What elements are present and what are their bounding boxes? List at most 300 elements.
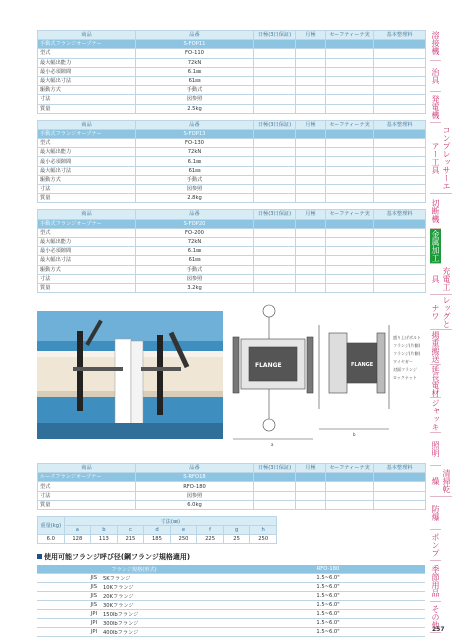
price-cell	[326, 49, 374, 58]
price-cell	[374, 274, 426, 283]
svg-text:b: b	[353, 432, 356, 438]
flange-type: 150lbフランジ	[103, 610, 231, 619]
spec-row	[38, 157, 426, 166]
flange-row	[37, 592, 425, 601]
price-cell	[326, 219, 374, 228]
spec-label: 駆動方式	[38, 175, 136, 184]
sidebar-item[interactable]: 切断機	[430, 194, 441, 229]
spec-value: 72kN	[136, 148, 254, 157]
price-cell	[254, 265, 296, 274]
price-cell	[254, 49, 296, 58]
flange-row	[37, 583, 425, 592]
flange-row	[37, 619, 425, 628]
price-cell	[254, 104, 296, 113]
spec-label: 最大幅出寸法	[38, 76, 136, 85]
spec-value: 手動式	[136, 175, 254, 184]
price-cell	[254, 283, 296, 292]
product-name: 手動式フランジオープナー	[38, 40, 136, 49]
header-code: 品番	[136, 210, 254, 219]
price-cell	[296, 175, 326, 184]
spec-value: 72kN	[136, 237, 254, 246]
price-cell	[326, 274, 374, 283]
price-cell	[374, 482, 426, 491]
spec-label: 型式	[38, 139, 136, 148]
flange-header-left: フランジ規格(形式)	[37, 565, 231, 574]
price-cell	[374, 500, 426, 509]
price-cell	[374, 40, 426, 49]
price-cell	[296, 58, 326, 67]
spec-label: 最小必須隙間	[38, 247, 136, 256]
flange-size: 1.5~6.0"	[231, 574, 425, 583]
price-cell	[374, 129, 426, 138]
price-cell	[326, 104, 374, 113]
price-cell	[254, 86, 296, 95]
price-cell	[374, 58, 426, 67]
weight-label: 重量(kg)	[38, 517, 65, 535]
dimension-label: 寸法(㎜)	[64, 517, 276, 526]
header-cat-d: 基本整理料	[374, 210, 426, 219]
spec-value: RFO-180	[136, 482, 254, 491]
flange-size: 1.5~6.0"	[231, 583, 425, 592]
price-cell	[374, 194, 426, 203]
price-cell	[326, 500, 374, 509]
header-cat-d: 基本整理料	[374, 120, 426, 129]
dimension-value: 185	[144, 535, 171, 544]
drawing-label: 対面フランジ	[393, 367, 417, 373]
spec-label: 最大幅出能力	[38, 148, 136, 157]
price-cell	[254, 148, 296, 157]
spec-row	[38, 491, 426, 500]
flange-row	[37, 628, 425, 637]
price-cell	[326, 157, 374, 166]
price-cell	[326, 237, 374, 246]
sidebar-item[interactable]: 季節用品	[430, 561, 441, 602]
header-cat-c: セーフティーテ実	[326, 464, 374, 473]
sidebar-item[interactable]: 充電工具	[430, 264, 452, 295]
flange-standard: JIS	[67, 601, 103, 610]
flange-type: 10Kフランジ	[103, 583, 231, 592]
spec-label: 最大幅出寸法	[38, 256, 136, 265]
flange-size: 1.5~6.0"	[231, 619, 425, 628]
sidebar-item[interactable]: コンプレッサーエアー工具	[430, 123, 452, 194]
price-cell	[296, 67, 326, 76]
sidebar-item[interactable]: 防爆	[430, 497, 441, 530]
drawing-label: フランジ(片側)	[393, 351, 421, 357]
price-cell	[296, 274, 326, 283]
spec-label: 型式	[38, 49, 136, 58]
flange-type: 30Kフランジ	[103, 601, 231, 610]
header-cat-b: 月極	[296, 120, 326, 129]
price-cell	[326, 228, 374, 237]
dimension-value: 250	[170, 535, 197, 544]
price-cell	[374, 157, 426, 166]
dimension-col: f	[197, 526, 224, 535]
price-cell	[296, 49, 326, 58]
spec-row	[38, 482, 426, 491]
sidebar-item[interactable]: その他	[430, 602, 441, 633]
spec-row	[38, 283, 426, 292]
spec-label: 最小必須隙間	[38, 67, 136, 76]
spec-row	[38, 76, 426, 85]
spec-row	[38, 237, 426, 246]
header-cat-c: セーフティーテ実	[326, 31, 374, 40]
price-cell	[326, 148, 374, 157]
dimension-col: b	[91, 526, 118, 535]
page-number: 257	[432, 626, 445, 633]
price-cell	[374, 166, 426, 175]
spec-label: 寸法	[38, 491, 136, 500]
price-cell	[296, 283, 326, 292]
price-cell	[326, 58, 374, 67]
spec-label: 最大幅出能力	[38, 237, 136, 246]
flange-row	[37, 574, 425, 583]
price-cell	[254, 95, 296, 104]
price-cell	[326, 473, 374, 482]
price-cell	[374, 185, 426, 194]
spec-row	[38, 265, 426, 274]
flange-row	[37, 601, 425, 610]
dimension-col: g	[223, 526, 250, 535]
spec-value: 61㎜	[136, 256, 254, 265]
price-cell	[374, 104, 426, 113]
spec-row	[38, 500, 426, 509]
product-code: S-RFO18	[136, 473, 254, 482]
dimension-value: 113	[91, 535, 118, 544]
spec-row	[38, 67, 426, 76]
spec-row	[38, 86, 426, 95]
price-cell	[296, 86, 326, 95]
sidebar-item[interactable]: 照明	[430, 433, 441, 466]
header-cat-b: 月極	[296, 464, 326, 473]
dimension-value: 25	[223, 535, 250, 544]
price-cell	[374, 219, 426, 228]
price-cell	[296, 148, 326, 157]
price-cell	[374, 86, 426, 95]
section-title: 使用可能フランジ呼び径(鋼フランジ規格適用)	[37, 552, 425, 562]
price-cell	[326, 185, 374, 194]
spec-table	[37, 120, 426, 204]
spec-value: 61㎜	[136, 166, 254, 175]
drawing-label: ロックナット	[393, 375, 417, 381]
flange-size: 1.5~6.0"	[231, 628, 425, 637]
price-cell	[326, 283, 374, 292]
header-code: 品番	[136, 464, 254, 473]
price-cell	[374, 67, 426, 76]
spec-value: 2.5kg	[136, 104, 254, 113]
price-cell	[296, 157, 326, 166]
spec-value: 手動式	[136, 265, 254, 274]
price-cell	[296, 500, 326, 509]
price-cell	[254, 175, 296, 184]
sidebar-item[interactable]: 溶接機	[430, 26, 441, 61]
main-content	[37, 30, 425, 637]
price-cell	[296, 139, 326, 148]
price-cell	[254, 237, 296, 246]
spec-label: 質量	[38, 283, 136, 292]
dimension-table	[37, 516, 277, 544]
price-cell	[296, 95, 326, 104]
flange-header-right: RFO-180	[231, 565, 425, 574]
flange-size: 1.5~6.0"	[231, 592, 425, 601]
price-cell	[326, 95, 374, 104]
flange-opener-photo	[37, 311, 223, 439]
spec-value: FO-130	[136, 139, 254, 148]
flange-type: 20Kフランジ	[103, 592, 231, 601]
flange-standard: JIS	[67, 592, 103, 601]
price-cell	[254, 256, 296, 265]
price-cell	[254, 274, 296, 283]
category-sidebar	[430, 26, 451, 633]
spec-row	[38, 104, 426, 113]
price-cell	[374, 139, 426, 148]
price-cell	[296, 473, 326, 482]
price-cell	[296, 104, 326, 113]
header-cat-a: 日極(3日保証)	[254, 120, 296, 129]
flange-standard: JPI	[67, 610, 103, 619]
price-cell	[254, 129, 296, 138]
price-cell	[326, 139, 374, 148]
spec-table	[37, 463, 426, 510]
price-cell	[326, 76, 374, 85]
spec-label: 質量	[38, 104, 136, 113]
price-cell	[254, 228, 296, 237]
price-cell	[326, 166, 374, 175]
flange-row	[37, 610, 425, 619]
product-name: 手動式フランジオープナー	[38, 219, 136, 228]
price-cell	[254, 166, 296, 175]
spec-value: 6.1㎜	[136, 67, 254, 76]
spec-label: 最小必須隙間	[38, 157, 136, 166]
price-cell	[326, 247, 374, 256]
spec-row	[38, 58, 426, 67]
spec-label: 型式	[38, 228, 136, 237]
header-item: 商品	[38, 31, 136, 40]
price-cell	[296, 228, 326, 237]
flange-table	[37, 565, 425, 637]
price-cell	[296, 166, 326, 175]
price-cell	[254, 139, 296, 148]
price-cell	[254, 219, 296, 228]
spec-row	[38, 139, 426, 148]
price-cell	[254, 500, 296, 509]
price-cell	[254, 157, 296, 166]
header-cat-b: 月極	[296, 210, 326, 219]
spec-value: FO-200	[136, 228, 254, 237]
product-name: 手動式フランジオープナー	[38, 129, 136, 138]
figures	[37, 299, 425, 457]
price-cell	[374, 473, 426, 482]
sidebar-item[interactable]: ポンプ	[430, 530, 441, 561]
price-cell	[374, 237, 426, 246]
price-cell	[296, 40, 326, 49]
spec-label: 型式	[38, 482, 136, 491]
price-cell	[296, 219, 326, 228]
sidebar-item[interactable]: 治具	[430, 61, 441, 92]
flange-type: 5Kフランジ	[103, 574, 231, 583]
sidebar-item[interactable]: レッグとナワ	[431, 296, 451, 328]
flange-size: 1.5~6.0"	[231, 610, 425, 619]
sidebar-item[interactable]: 金属加工	[431, 230, 440, 262]
price-cell	[296, 265, 326, 274]
spec-row	[38, 274, 426, 283]
price-cell	[296, 247, 326, 256]
spec-value: 3.2kg	[136, 283, 254, 292]
price-cell	[374, 175, 426, 184]
price-cell	[326, 265, 374, 274]
spec-label: 最大幅出能力	[38, 58, 136, 67]
square-bullet-icon	[37, 554, 42, 559]
svg-text:FLANGE: FLANGE	[351, 362, 374, 369]
price-cell	[326, 175, 374, 184]
product-name-row	[38, 129, 426, 138]
price-cell	[326, 86, 374, 95]
price-cell	[254, 76, 296, 85]
spec-row	[38, 194, 426, 203]
price-cell	[254, 185, 296, 194]
spec-value: 図参照	[136, 185, 254, 194]
dimension-col: h	[250, 526, 277, 535]
spec-row	[38, 247, 426, 256]
spec-header-row	[38, 120, 426, 129]
spec-label: 寸法	[38, 274, 136, 283]
header-code: 品番	[136, 31, 254, 40]
price-cell	[296, 482, 326, 491]
technical-drawing	[229, 299, 425, 457]
price-cell	[296, 491, 326, 500]
spec-row	[38, 166, 426, 175]
price-cell	[254, 491, 296, 500]
spec-value: 手動式	[136, 86, 254, 95]
sidebar-item[interactable]: 発電機	[430, 92, 441, 123]
spec-value: 図参照	[136, 274, 254, 283]
price-cell	[254, 58, 296, 67]
spec-value: FO-110	[136, 49, 254, 58]
spec-row	[38, 228, 426, 237]
drawing-label: 盛り上げボルト	[393, 335, 421, 341]
price-cell	[326, 129, 374, 138]
spec-value: 2.8kg	[136, 194, 254, 203]
svg-text:FLANGE: FLANGE	[255, 362, 282, 370]
price-cell	[374, 95, 426, 104]
spec-value: 6.0kg	[136, 500, 254, 509]
header-cat-a: 日極(3日保証)	[254, 210, 296, 219]
spec-label: 寸法	[38, 185, 136, 194]
product-code: S-FOP11	[136, 40, 254, 49]
dimension-col: c	[117, 526, 144, 535]
spec-value: 6.1㎜	[136, 157, 254, 166]
header-cat-b: 月極	[296, 31, 326, 40]
price-cell	[296, 237, 326, 246]
price-cell	[374, 283, 426, 292]
flange-standard: JPI	[67, 619, 103, 628]
spec-value: 6.1㎜	[136, 247, 254, 256]
spec-table	[37, 209, 426, 293]
spec-header-row	[38, 210, 426, 219]
product-photo	[37, 311, 223, 439]
dimension-col: d	[144, 526, 171, 535]
spec-value: 61㎜	[136, 76, 254, 85]
price-cell	[254, 40, 296, 49]
drawing-label: フランジ(片側)	[393, 343, 421, 349]
dimension-col: a	[64, 526, 91, 535]
spec-table	[37, 30, 426, 114]
spec-label: 寸法	[38, 95, 136, 104]
product-name-row	[38, 473, 426, 482]
price-cell	[374, 256, 426, 265]
flange-type: 300lbフランジ	[103, 619, 231, 628]
price-cell	[326, 491, 374, 500]
dimension-col: e	[170, 526, 197, 535]
spec-label: 駆動方式	[38, 86, 136, 95]
price-cell	[296, 194, 326, 203]
spec-header-row	[38, 464, 426, 473]
price-cell	[374, 247, 426, 256]
header-cat-d: 基本整理料	[374, 31, 426, 40]
svg-text:a: a	[271, 442, 274, 448]
spec-label: 駆動方式	[38, 265, 136, 274]
spec-header-row	[38, 31, 426, 40]
dimension-value: 128	[64, 535, 91, 544]
product-name: ルーズフランジオープナー	[38, 473, 136, 482]
price-cell	[296, 256, 326, 265]
price-cell	[326, 482, 374, 491]
header-cat-a: 日極(3日保証)	[254, 31, 296, 40]
header-cat-d: 基本整理料	[374, 464, 426, 473]
price-cell	[326, 40, 374, 49]
price-cell	[374, 76, 426, 85]
price-cell	[326, 67, 374, 76]
product-name-row	[38, 219, 426, 228]
header-code: 品番	[136, 120, 254, 129]
price-cell	[296, 129, 326, 138]
spec-row	[38, 95, 426, 104]
product-code: S-FOP13	[136, 129, 254, 138]
sidebar-item[interactable]: 延長電材	[431, 365, 440, 397]
price-cell	[326, 194, 374, 203]
flange-standard: JIS	[67, 574, 103, 583]
sidebar-item[interactable]: 清掃乾燥	[430, 466, 452, 497]
header-cat-c: セーフティーテ実	[326, 210, 374, 219]
flange-standard: JPI	[67, 628, 103, 637]
price-cell	[254, 247, 296, 256]
spec-row	[38, 256, 426, 265]
header-item: 商品	[38, 120, 136, 129]
weight-value: 6.0	[38, 535, 65, 544]
dimension-value: 225	[197, 535, 224, 544]
price-cell	[374, 265, 426, 274]
price-cell	[374, 148, 426, 157]
price-cell	[374, 491, 426, 500]
product-code: S-FOP20	[136, 219, 254, 228]
spec-value: 72kN	[136, 58, 254, 67]
dimension-value: 250	[250, 535, 277, 544]
spec-row	[38, 175, 426, 184]
header-item: 商品	[38, 464, 136, 473]
dimension-value: 215	[117, 535, 144, 544]
header-cat-c: セーフティーテ実	[326, 120, 374, 129]
price-cell	[374, 228, 426, 237]
sidebar-item[interactable]: ジャッキ	[431, 399, 440, 431]
sidebar-item[interactable]: 揚重搬送	[431, 331, 440, 363]
spec-value: 図参照	[136, 95, 254, 104]
flange-standard: JIS	[67, 583, 103, 592]
header-cat-a: 日極(3日保証)	[254, 464, 296, 473]
header-item: 商品	[38, 210, 136, 219]
price-cell	[254, 194, 296, 203]
price-cell	[254, 482, 296, 491]
spec-value: 図参照	[136, 491, 254, 500]
price-cell	[326, 256, 374, 265]
